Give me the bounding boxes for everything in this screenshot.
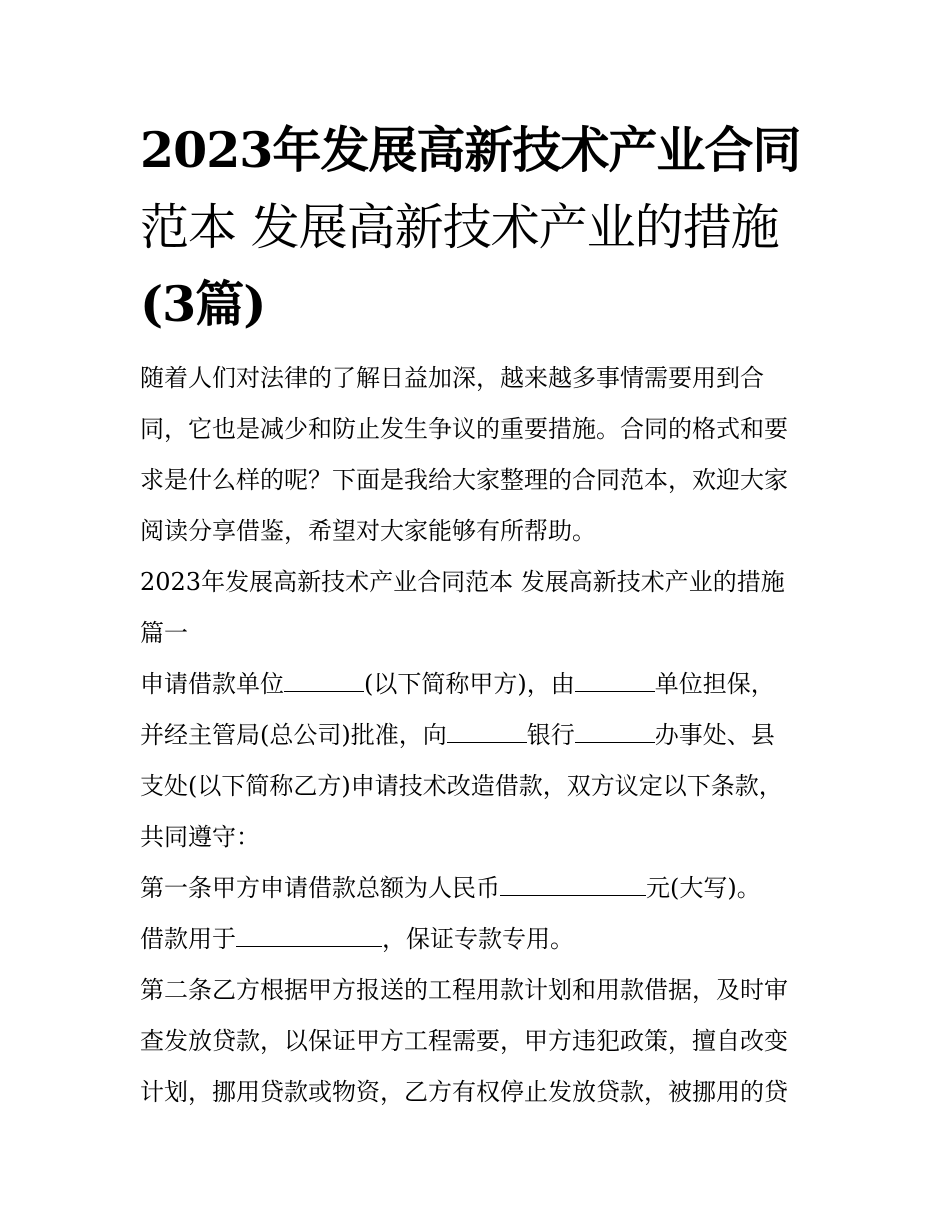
- article-2-line: 查发放贷款，以保证甲方工程需要，甲方违犯政策，擅自改变: [140, 1027, 788, 1055]
- document-page: [140, 112, 820, 1118]
- intro-paragraph: [140, 353, 820, 557]
- article-2-line: 计划，挪用贷款或物资，乙方有权停止发放贷款，被挪用的贷: [140, 1078, 788, 1106]
- contract-preamble: [140, 659, 820, 863]
- article-2-line: 第二条乙方根据甲方报送的工程用款计划和用款借据，及时审: [140, 976, 788, 1004]
- fill-blank: [447, 720, 527, 743]
- fill-blank: [500, 873, 646, 896]
- intro-line: 阅读分享借鉴，希望对大家能够有所帮助。: [140, 517, 596, 545]
- text: (以下简称甲方)，由: [364, 670, 575, 698]
- text: 借款用于: [140, 925, 236, 953]
- article-1-line-2: [140, 914, 820, 965]
- fill-blank: [236, 924, 382, 947]
- text: ，保证专款专用。: [382, 925, 574, 953]
- text: 银行: [526, 721, 575, 749]
- title-line-3: (3篇): [140, 275, 266, 333]
- article-2: [140, 965, 820, 1118]
- intro-line: 求是什么样的呢？下面是我给大家整理的合同范本，欢迎大家: [140, 466, 788, 494]
- fill-blank: [284, 669, 364, 692]
- text: 元(大写)。: [646, 874, 761, 902]
- fill-blank: [575, 720, 655, 743]
- title-line-2: 范本 发展高新技术产业的措施: [140, 199, 779, 256]
- title-line-1: 2023年发展高新技术产业合同: [140, 121, 801, 179]
- preamble-line-4: 共同遵守：: [140, 823, 260, 851]
- text: 并经主管局(总公司)批准，向: [140, 721, 447, 749]
- preamble-line-2: [140, 710, 820, 761]
- text: 申请借款单位: [140, 670, 284, 698]
- text: 单位担保，: [654, 670, 775, 698]
- article-1: [140, 863, 820, 965]
- fill-blank: [575, 669, 655, 692]
- text: 办事处、县: [654, 721, 775, 749]
- document-title: [140, 112, 820, 343]
- preamble-line-1: [140, 659, 820, 710]
- article-1-line-1: [140, 863, 820, 914]
- text: 第一条甲方申请借款总额为人民币: [140, 874, 500, 902]
- subtitle-line: 2023年发展高新技术产业合同范本 发展高新技术产业的措施: [140, 568, 785, 596]
- intro-line: 同，它也是减少和防止发生争议的重要措施。合同的格式和要: [140, 415, 788, 443]
- intro-line: 随着人们对法律的了解日益加深，越来越多事情需要用到合: [140, 364, 764, 392]
- section-subtitle: [140, 557, 820, 659]
- preamble-line-3: 支处(以下简称乙方)申请技术改造借款，双方议定以下条款，: [140, 772, 783, 800]
- subtitle-line: 篇一: [140, 619, 188, 647]
